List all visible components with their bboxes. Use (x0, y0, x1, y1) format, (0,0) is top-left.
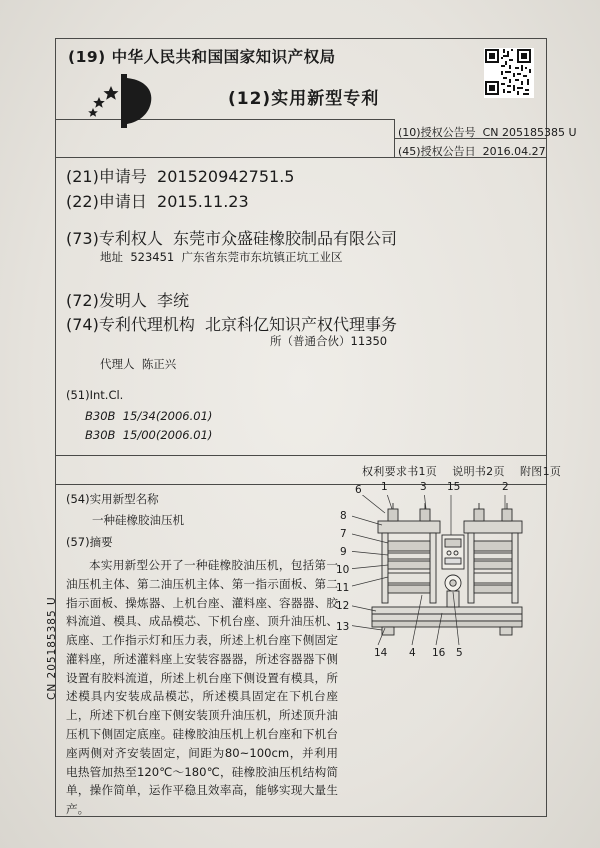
field-code-21: (21) (66, 167, 99, 186)
field-label-57: 摘要 (89, 535, 113, 549)
field-label-73: 专利权人 (98, 229, 163, 248)
patent-type-heading (228, 88, 379, 111)
patent-agent (100, 357, 176, 373)
cnipa-emblem (75, 70, 171, 134)
field-value-agent: 陈正兴 (141, 357, 177, 371)
page-counts: 权利要求书1页 说明书2页 附图1页 (362, 465, 562, 478)
inventor (66, 290, 189, 312)
field-value-22: 2015.11.23 (157, 192, 249, 211)
field-value-45: 2016.04.27 (482, 145, 546, 158)
callout-5: 5 (456, 647, 463, 659)
ipc-heading (66, 388, 123, 404)
application-date (66, 191, 249, 213)
patent-type-name: 实用新型专利 (271, 89, 380, 109)
field-code-10: (10) (398, 126, 421, 139)
patent-agency: (74)专利代理机构 北京科亿知识产权代理事务 (66, 315, 398, 334)
callout-15: 15 (447, 481, 461, 493)
abstract-heading (66, 535, 113, 551)
field-label-72: 发明人 (98, 291, 147, 310)
rule-ipc-bottom (55, 455, 547, 456)
utility-model-title-heading (66, 492, 159, 508)
callout-4: 4 (409, 647, 416, 659)
field-value-address: 523451 广东省东莞市东坑镇正坑工业区 (130, 250, 343, 264)
field-label-agent: 代理人 (100, 357, 135, 371)
field-code-45: (45) (398, 145, 421, 158)
callout-1: 1 (381, 481, 388, 493)
ipc-class-2: B30B 15/00(2006.01) (85, 428, 213, 442)
office-heading (68, 47, 336, 68)
grant-publication-number (398, 126, 577, 141)
patentee-address (100, 249, 400, 266)
hydraulic-press-diagram (336, 481, 542, 660)
field-label-45: 授权公告日 (420, 145, 476, 158)
field-label-74: 专利代理机构 (98, 315, 195, 334)
office-name: 中华人民共和国国家知识产权局 (111, 48, 336, 66)
field-value-10: CN 205185385 U (482, 126, 577, 139)
field-code-51: (51) (66, 388, 90, 402)
callout-12: 12 (336, 600, 350, 612)
callout-13: 13 (336, 621, 350, 633)
callout-2: 2 (502, 481, 509, 493)
callout-9: 9 (340, 546, 347, 558)
rule-counts-bottom (55, 484, 547, 485)
utility-model-title: 一种硅橡胶油压机 (92, 513, 184, 527)
side-publication-code: CN 205185385 U (46, 596, 58, 700)
field-value-73: 东莞市众盛硅橡胶制品有限公司 (173, 229, 398, 248)
field-label-54: 实用新型名称 (89, 492, 159, 506)
patent-agency-cont: 所（普通合伙）11350 (270, 334, 388, 348)
office-code: (19) (68, 48, 106, 66)
field-label-10: 授权公告号 (420, 126, 476, 139)
field-code-54: (54) (66, 492, 90, 506)
grant-publication-date (398, 145, 546, 160)
field-label-51: Int.Cl. (89, 388, 124, 402)
abstract-text: 本实用新型公开了一种硅橡胶油压机，包括第一油压机主体、第二油压机主体、第一指示面板、第二指示面板、操炼器、上机台座、灌料座、容器器、胶料流道、模具、成品模芯、下机台座、顶升油压机、底座、工作指示灯和压力表，所述上机台座下侧固定灌料座，所述灌料座上安装容器器，所述容器器下侧设置有胶料流道，所述上机台座下侧设置有模具，所述模具内安装成品模芯，所述模具固定在下机台座上，所述下机台座下侧安装顶升油压机，所述顶升油压机下侧固定底座。硅橡胶油压机上机台座和下机台座两侧对齐安装固定，间距为80~100cm，并利用电热管加热至120℃～180℃，硅橡胶油压机结构简单，操作简单，运作平稳且效率高，能够实现大量生产。 (66, 558, 338, 817)
callout-3: 3 (420, 481, 427, 493)
callout-16: 16 (432, 647, 446, 659)
callout-14: 14 (374, 647, 388, 659)
callout-7: 7 (340, 528, 347, 540)
patentee (66, 228, 397, 250)
field-label-22: 申请日 (98, 192, 147, 211)
field-value-72: 李统 (157, 291, 190, 310)
callout-10: 10 (336, 564, 350, 576)
field-code-73: (73) (66, 229, 99, 248)
callout-8: 8 (340, 510, 347, 522)
field-code-57: (57) (66, 535, 90, 549)
callout-6: 6 (355, 484, 362, 496)
patent-type-code: (12) (228, 89, 272, 109)
field-value-21: 201520942751.5 (157, 167, 295, 186)
field-code-74: (74) (66, 315, 99, 334)
ipc-class-1: B30B 15/34(2006.01) (85, 409, 213, 423)
field-label-21: 申请号 (98, 167, 147, 186)
application-number (66, 166, 294, 188)
field-code-72: (72) (66, 291, 99, 310)
field-code-22: (22) (66, 192, 99, 211)
field-label-address: 地址 (100, 250, 123, 264)
qr-code (484, 48, 534, 98)
callout-11: 11 (336, 582, 350, 594)
